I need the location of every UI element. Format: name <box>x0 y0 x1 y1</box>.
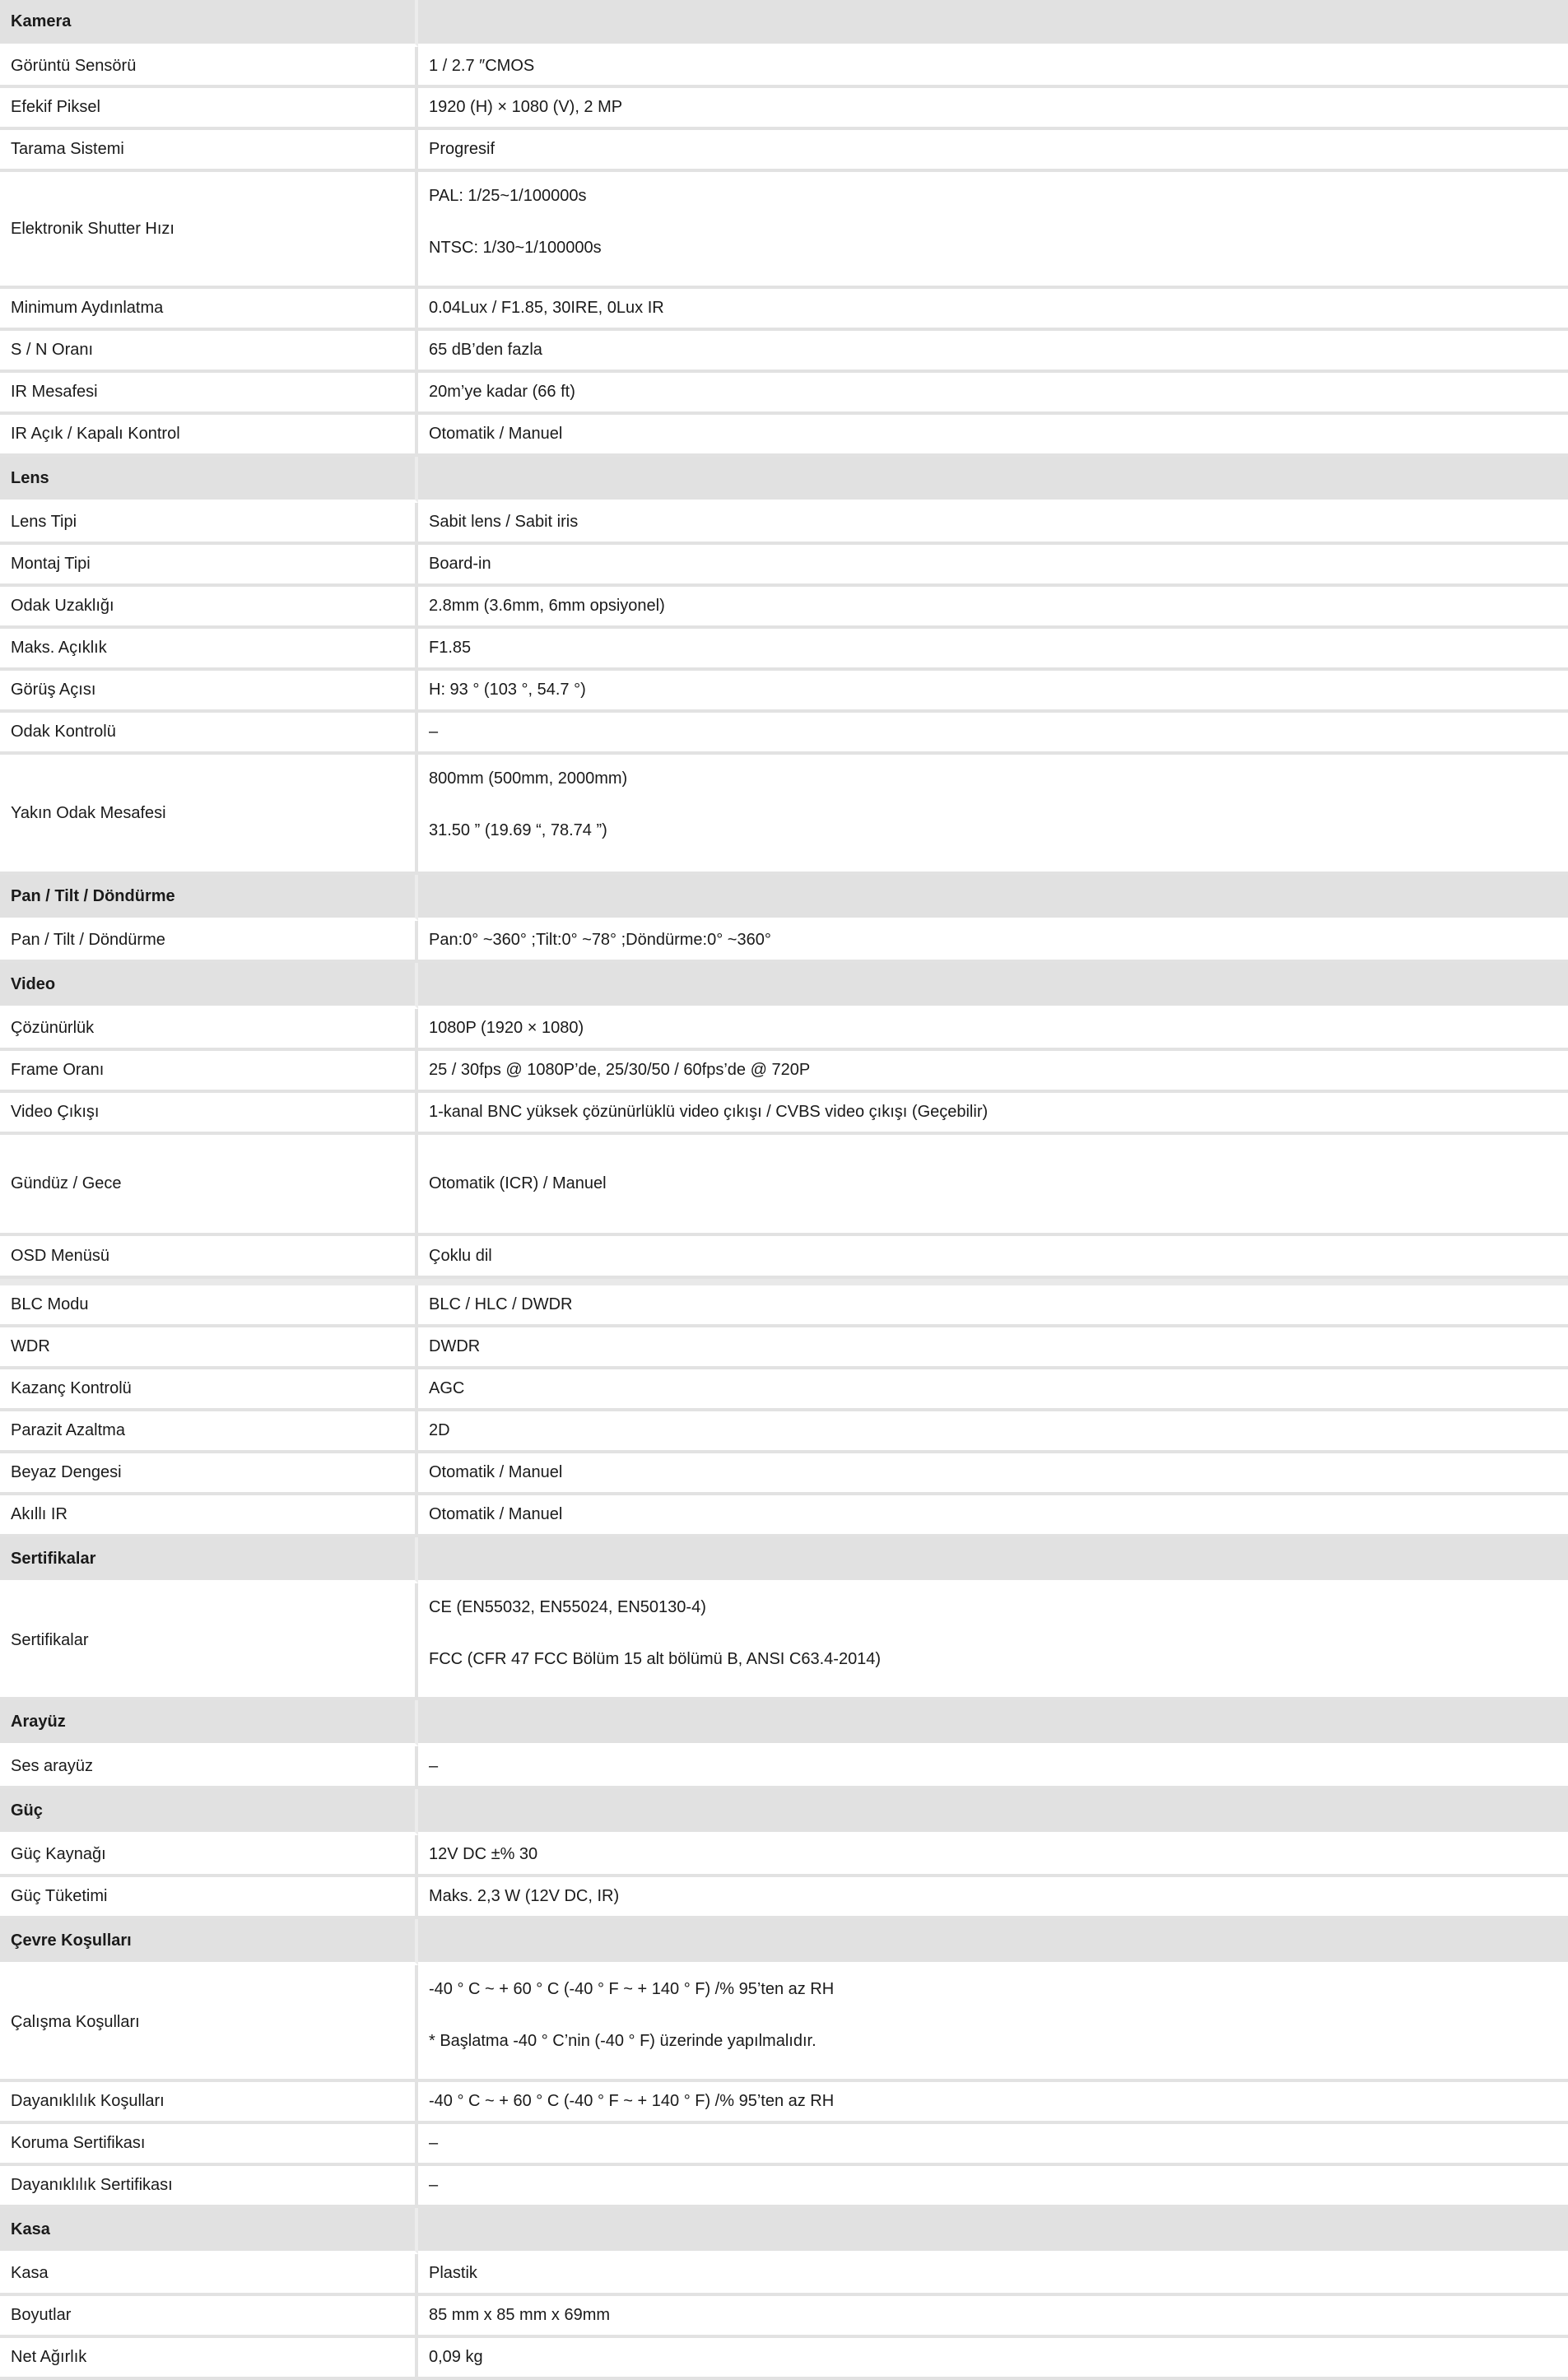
spec-label: Kazanç Kontrolü <box>0 1369 418 1411</box>
spec-row <box>0 1411 1568 1453</box>
spec-row <box>0 2124 1568 2166</box>
spec-value <box>418 2254 1568 2296</box>
spec-label: Çalışma Koşulları <box>0 1965 418 2082</box>
spec-label: Kasa <box>0 2254 418 2296</box>
spec-value <box>418 1453 1568 1495</box>
spec-label: Odak Uzaklığı <box>0 587 418 629</box>
spec-label: S / N Oranı <box>0 331 418 373</box>
spec-value-line: DWDR <box>429 1337 481 1355</box>
spec-label: Görüntü Sensörü <box>0 47 418 88</box>
spec-label: OSD Menüsü <box>0 1236 418 1279</box>
section-header-row <box>0 963 1568 1009</box>
spec-value-line: F1.85 <box>429 639 472 657</box>
spec-value <box>418 921 1568 963</box>
spec-label: Lens Tipi <box>0 503 418 545</box>
spec-label: Dayanıklılık Sertifikası <box>0 2166 418 2208</box>
section-header-row <box>0 1700 1568 1746</box>
section-header-filler <box>418 1700 1568 1746</box>
spec-value-line: 65 dB’den fazla <box>429 341 542 359</box>
spec-label: Görüş Açısı <box>0 671 418 713</box>
spec-value-line: Progresif <box>429 140 496 158</box>
section-header-filler <box>418 963 1568 1009</box>
spec-value <box>418 1583 1568 1700</box>
spec-row <box>0 1746 1568 1789</box>
spec-value-line: Otomatik / Manuel <box>429 1463 563 1481</box>
spec-value-line: Otomatik (ICR) / Manuel <box>429 1174 607 1192</box>
spec-value-line: Sabit lens / Sabit iris <box>429 513 579 531</box>
spec-row <box>0 1453 1568 1495</box>
spec-value-line: Maks. 2,3 W (12V DC, IR) <box>429 1887 620 1905</box>
spec-value <box>418 1746 1568 1789</box>
row-spacer-cell <box>0 1279 1568 1285</box>
spec-value <box>418 1835 1568 1877</box>
spec-value-line: 0,09 kg <box>429 2348 483 2366</box>
spec-row <box>0 755 1568 875</box>
spec-value-line: -40 ° C ~ + 60 ° C (-40 ° F ~ + 140 ° F) /% 95’ten az RH <box>429 2092 835 2110</box>
spec-label: Güç Tüketimi <box>0 1877 418 1919</box>
section-title: Kamera <box>0 0 418 47</box>
spec-value-line: Plastik <box>429 2264 477 2282</box>
spec-value-line: -40 ° C ~ + 60 ° C (-40 ° F ~ + 140 ° F) /% 95’ten az RH <box>429 1980 835 1998</box>
section-header-row <box>0 0 1568 47</box>
spec-value <box>418 172 1568 289</box>
section-title: Lens <box>0 457 418 503</box>
spec-value-line: Pan:0° ~360° ;Tilt:0° ~78° ;Döndürme:0° ~360° <box>429 931 771 949</box>
section-header-filler <box>418 1789 1568 1835</box>
section-title: Çevre Koşulları <box>0 1919 418 1965</box>
spec-label: IR Mesafesi <box>0 373 418 415</box>
spec-row <box>0 47 1568 88</box>
spec-label: Sertifikalar <box>0 1583 418 1700</box>
spec-value <box>418 289 1568 331</box>
section-title: Güç <box>0 1789 418 1835</box>
spec-value <box>418 503 1568 545</box>
spec-value <box>418 1495 1568 1537</box>
spec-value <box>418 331 1568 373</box>
spec-value-line: Board-in <box>429 555 491 573</box>
spec-value <box>418 2338 1568 2380</box>
row-spacer <box>0 1279 1568 1285</box>
spec-label: Elektronik Shutter Hızı <box>0 172 418 289</box>
spec-value <box>418 671 1568 713</box>
spec-value-line: 12V DC ±% 30 <box>429 1845 538 1863</box>
spec-row <box>0 2166 1568 2208</box>
spec-value-line: 31.50 ” (19.69 “, 78.74 ”) <box>429 821 607 839</box>
section-title: Video <box>0 963 418 1009</box>
spec-row <box>0 2338 1568 2380</box>
section-header-filler <box>418 457 1568 503</box>
spec-value <box>418 755 1568 875</box>
spec-row <box>0 587 1568 629</box>
spec-value-line: FCC (CFR 47 FCC Bölüm 15 alt bölümü B, ANSI C63.4-2014) <box>429 1650 882 1668</box>
spec-label: Akıllı IR <box>0 1495 418 1537</box>
spec-value <box>418 47 1568 88</box>
spec-row <box>0 2254 1568 2296</box>
spec-value <box>418 1285 1568 1327</box>
spec-value <box>418 1093 1568 1135</box>
spec-value <box>418 1411 1568 1453</box>
section-title: Arayüz <box>0 1700 418 1746</box>
spec-value <box>418 1965 1568 2082</box>
spec-row <box>0 671 1568 713</box>
spec-label: Maks. Açıklık <box>0 629 418 671</box>
spec-row <box>0 545 1568 587</box>
spec-value-line: Otomatik / Manuel <box>429 425 563 443</box>
spec-value <box>418 130 1568 172</box>
spec-value <box>418 1327 1568 1369</box>
spec-label: Frame Oranı <box>0 1051 418 1093</box>
spec-value <box>418 2082 1568 2124</box>
spec-value <box>418 2296 1568 2338</box>
spec-value-line: CE (EN55032, EN55024, EN50130-4) <box>429 1598 706 1616</box>
spec-value-line: 2.8mm (3.6mm, 6mm opsiyonel) <box>429 597 665 615</box>
spec-value <box>418 1051 1568 1093</box>
spec-value-line: 1080P (1920 × 1080) <box>429 1019 584 1037</box>
spec-value-line: Çoklu dil <box>429 1246 492 1265</box>
spec-label: IR Açık / Kapalı Kontrol <box>0 415 418 457</box>
spec-label: Parazit Azaltma <box>0 1411 418 1453</box>
spec-label: Ses arayüz <box>0 1746 418 1789</box>
spec-value <box>418 629 1568 671</box>
spec-row <box>0 373 1568 415</box>
spec-row <box>0 88 1568 130</box>
spec-label: Tarama Sistemi <box>0 130 418 172</box>
spec-row <box>0 1583 1568 1700</box>
spec-row <box>0 921 1568 963</box>
spec-value-line: 85 mm x 85 mm x 69mm <box>429 2306 611 2324</box>
spec-value-line: 1920 (H) × 1080 (V), 2 MP <box>429 98 623 116</box>
spec-row <box>0 1327 1568 1369</box>
spec-value-line: Otomatik / Manuel <box>429 1505 563 1523</box>
spec-label: Montaj Tipi <box>0 545 418 587</box>
spec-row <box>0 289 1568 331</box>
spec-label: Yakın Odak Mesafesi <box>0 755 418 875</box>
spec-value <box>418 713 1568 755</box>
spec-value-line: – <box>429 1756 439 1775</box>
section-header-row <box>0 457 1568 503</box>
spec-value-line: – <box>429 723 439 741</box>
spec-row <box>0 629 1568 671</box>
spec-label: Net Ağırlık <box>0 2338 418 2380</box>
spec-value-line: – <box>429 2134 439 2152</box>
spec-value-line: 20m’ye kadar (66 ft) <box>429 383 575 401</box>
spec-label: Efekif Piksel <box>0 88 418 130</box>
spec-row <box>0 713 1568 755</box>
spec-value-line: 1-kanal BNC yüksek çözünürlüklü video çıkışı / CVBS video çıkışı (Geçebilir) <box>429 1103 989 1121</box>
spec-value <box>418 545 1568 587</box>
spec-row <box>0 1835 1568 1877</box>
spec-row <box>0 1093 1568 1135</box>
spec-value-line: * Başlatma -40 ° C’nin (-40 ° F) üzerinde yapılmalıdır. <box>429 2032 817 2050</box>
spec-label: Güç Kaynağı <box>0 1835 418 1877</box>
spec-row <box>0 1369 1568 1411</box>
spec-label: Dayanıklılık Koşulları <box>0 2082 418 2124</box>
section-title: Kasa <box>0 2208 418 2254</box>
spec-row <box>0 1236 1568 1279</box>
spec-label: Minimum Aydınlatma <box>0 289 418 331</box>
spec-value-line: AGC <box>429 1379 465 1397</box>
spec-value <box>418 2124 1568 2166</box>
section-header-row <box>0 1537 1568 1583</box>
spec-label: Video Çıkışı <box>0 1093 418 1135</box>
spec-row <box>0 130 1568 172</box>
spec-value <box>418 2166 1568 2208</box>
spec-label: Pan / Tilt / Döndürme <box>0 921 418 963</box>
section-title: Sertifikalar <box>0 1537 418 1583</box>
spec-value-line: 0.04Lux / F1.85, 30IRE, 0Lux IR <box>429 299 664 317</box>
spec-row <box>0 331 1568 373</box>
spec-row <box>0 2296 1568 2338</box>
spec-row <box>0 1135 1568 1236</box>
section-header-row <box>0 1919 1568 1965</box>
spec-value-line: – <box>429 2176 439 2194</box>
spec-row <box>0 1009 1568 1051</box>
spec-value-line: NTSC: 1/30~1/100000s <box>429 239 602 257</box>
spec-value <box>418 88 1568 130</box>
spec-row <box>0 503 1568 545</box>
spec-value <box>418 1236 1568 1279</box>
spec-label: BLC Modu <box>0 1285 418 1327</box>
spec-label: Beyaz Dengesi <box>0 1453 418 1495</box>
spec-label: WDR <box>0 1327 418 1369</box>
spec-label: Boyutlar <box>0 2296 418 2338</box>
section-header-filler <box>418 2208 1568 2254</box>
spec-value <box>418 1009 1568 1051</box>
spec-row <box>0 1285 1568 1327</box>
spec-row <box>0 1495 1568 1537</box>
spec-value <box>418 587 1568 629</box>
spec-row <box>0 172 1568 289</box>
spec-row <box>0 2082 1568 2124</box>
spec-value-line: 2D <box>429 1421 450 1439</box>
spec-value-line: 800mm (500mm, 2000mm) <box>429 769 628 788</box>
spec-value-line: PAL: 1/25~1/100000s <box>429 187 587 205</box>
spec-value <box>418 1877 1568 1919</box>
spec-value-line: 25 / 30fps @ 1080P’de, 25/30/50 / 60fps’de @ 720P <box>429 1061 811 1079</box>
spec-row <box>0 415 1568 457</box>
section-header-filler <box>418 875 1568 921</box>
section-header-filler <box>418 1919 1568 1965</box>
section-header-row <box>0 875 1568 921</box>
spec-label: Gündüz / Gece <box>0 1135 418 1236</box>
spec-value <box>418 373 1568 415</box>
spec-row <box>0 1965 1568 2082</box>
section-title: Pan / Tilt / Döndürme <box>0 875 418 921</box>
spec-label: Koruma Sertifikası <box>0 2124 418 2166</box>
spec-label: Odak Kontrolü <box>0 713 418 755</box>
spec-row <box>0 1051 1568 1093</box>
spec-row <box>0 1877 1568 1919</box>
spec-value-line: BLC / HLC / DWDR <box>429 1295 573 1313</box>
spec-value-line: 1 / 2.7 ″CMOS <box>429 56 535 75</box>
section-header-filler <box>418 0 1568 47</box>
spec-value <box>418 1135 1568 1236</box>
section-header-row <box>0 1789 1568 1835</box>
section-header-row <box>0 2208 1568 2254</box>
section-header-filler <box>418 1537 1568 1583</box>
spec-label: Çözünürlük <box>0 1009 418 1051</box>
spec-value <box>418 415 1568 457</box>
spec-value <box>418 1369 1568 1411</box>
spec-value-line: H: 93 ° (103 °, 54.7 °) <box>429 681 586 699</box>
